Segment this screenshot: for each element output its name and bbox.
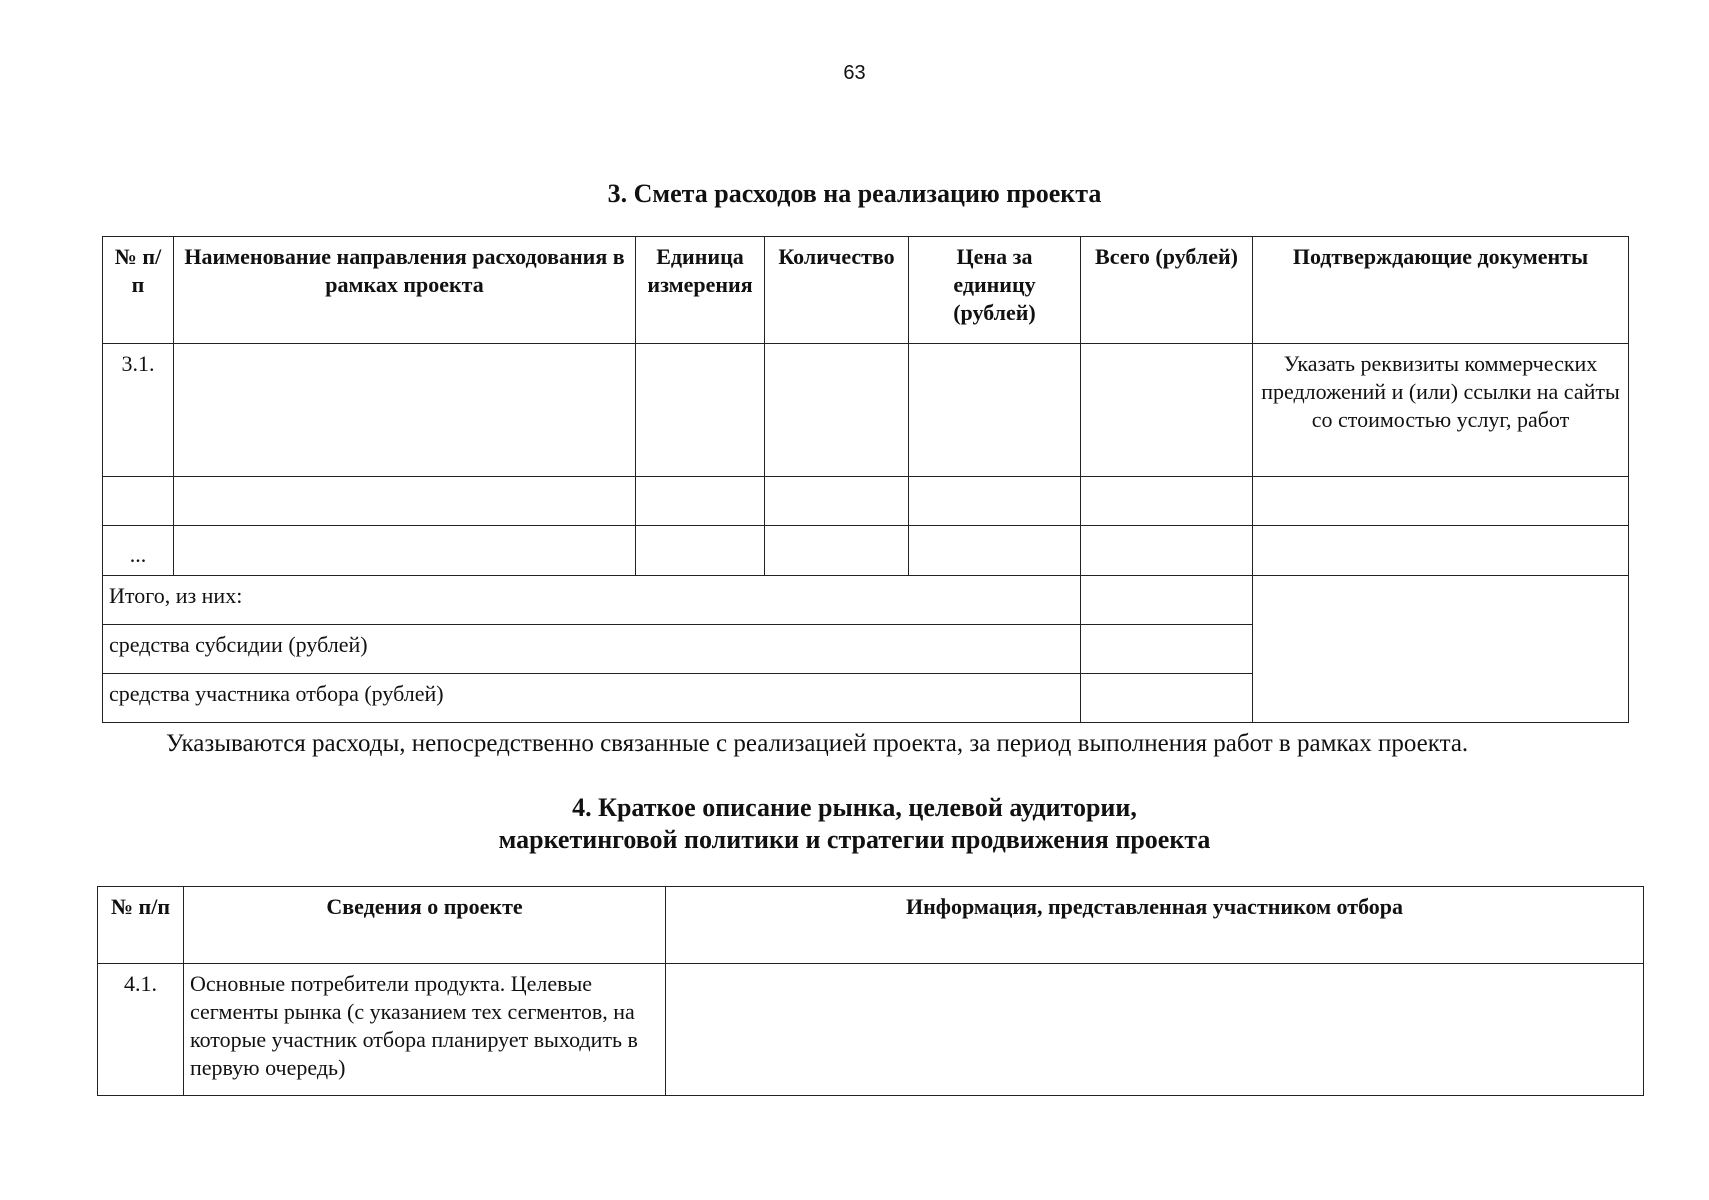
table-row bbox=[98, 964, 1644, 1096]
table-row bbox=[103, 477, 1629, 526]
row-num: ... bbox=[103, 526, 174, 576]
cell-info: Основные потребители продукта. Целевые сегменты рынка (с указанием тех сегментов, на которые участник отбора планирует выходить в первую очередь) bbox=[184, 964, 666, 1096]
header-participant-info: Информация, представленная участником отбора bbox=[666, 887, 1644, 964]
header-total: Всего (рублей) bbox=[1081, 237, 1253, 344]
header-price: Цена за единицу (рублей) bbox=[909, 237, 1081, 344]
table-header-row bbox=[98, 887, 1644, 964]
subsidy-label: средства субсидии (рублей) bbox=[103, 625, 1081, 674]
cell-name bbox=[174, 344, 636, 477]
header-docs: Подтверждающие документы bbox=[1253, 237, 1629, 344]
table-row bbox=[103, 344, 1629, 477]
participant-value bbox=[1081, 674, 1253, 723]
header-num: № п/п bbox=[103, 237, 174, 344]
budget-table bbox=[102, 236, 1629, 723]
total-value bbox=[1081, 576, 1253, 625]
totals-docs-cell bbox=[1253, 576, 1629, 723]
table-row bbox=[103, 526, 1629, 576]
row-num: 4.1. bbox=[98, 964, 184, 1096]
section3-note: Указываются расходы, непосредственно связанные с реализацией проекта, за период выполнения работ в рамках проекта. bbox=[166, 730, 1469, 757]
participant-label: средства участника отбора (рублей) bbox=[103, 674, 1081, 723]
section4-title-line1: 4. Краткое описание рынка, целевой аудитории, bbox=[572, 793, 1137, 822]
section3-title: 3. Смета расходов на реализацию проекта bbox=[607, 179, 1102, 208]
cell-price bbox=[909, 344, 1081, 477]
header-unit: Единица измерения bbox=[636, 237, 765, 344]
totals-row bbox=[103, 576, 1629, 625]
table-header-row bbox=[103, 237, 1629, 344]
cell-docs: Указать реквизиты коммерческих предложений и (или) ссылки на сайты со стоимостью услуг, работ bbox=[1253, 344, 1629, 477]
subsidy-value bbox=[1081, 625, 1253, 674]
cell-qty bbox=[765, 344, 909, 477]
cell-unit bbox=[636, 344, 765, 477]
header-name: Наименование направления расходования в рамках проекта bbox=[174, 237, 636, 344]
header-info: Сведения о проекте bbox=[184, 887, 666, 964]
section4-title-line2: маркетинговой политики и стратегии продвижения проекта bbox=[498, 825, 1211, 854]
page-number: 63 bbox=[843, 62, 866, 84]
header-num: № п/п bbox=[98, 887, 184, 964]
cell-participant-info bbox=[666, 964, 1644, 1096]
row-num: 3.1. bbox=[103, 344, 174, 477]
cell-total bbox=[1081, 344, 1253, 477]
header-qty: Количество bbox=[765, 237, 909, 344]
total-label: Итого, из них: bbox=[103, 576, 1081, 625]
market-table bbox=[97, 886, 1644, 1096]
